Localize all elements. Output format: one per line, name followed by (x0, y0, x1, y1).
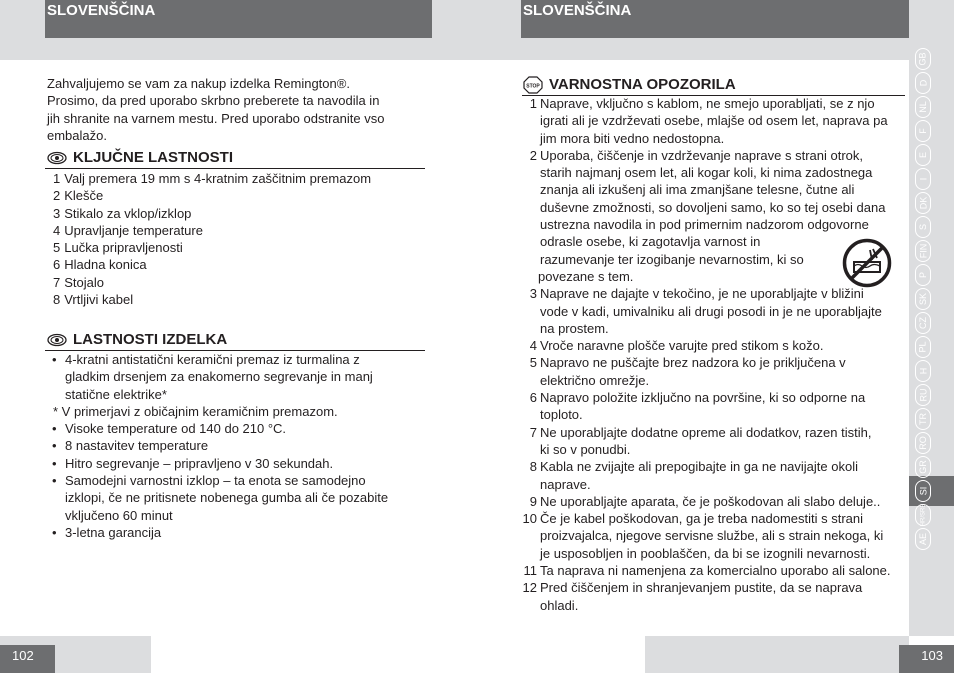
page-number-left: 102 (0, 645, 55, 673)
item-text: Vrtljivi kabel (64, 292, 134, 308)
warning-line (522, 406, 907, 423)
item-text: Upravljanje temperature (64, 222, 203, 238)
warning-text: Kabla ne zvijajte ali prepogibajte in ga ne navijajte okoli (540, 459, 858, 475)
warning-line (522, 112, 907, 129)
feature-text: * V primerjavi z običajnim keramičnim premazom. (53, 403, 338, 419)
bottom-band-right (645, 636, 909, 673)
feature-text: Visoke temperature od 140 do 210 °C. (65, 421, 287, 437)
warning-text: Ne uporabljajte aparata, če je poškodovan ali slabo deluje.. (540, 493, 881, 509)
key-feature-item (53, 291, 423, 308)
language-tab-label: AE (917, 532, 928, 546)
key-feature-item (53, 205, 423, 222)
warning-line (522, 545, 907, 562)
warning-line (522, 354, 907, 371)
item-number: 8 (53, 292, 61, 308)
item-text: Valj premera 19 mm s 4-kratnim zaščitnim premazom (64, 171, 372, 186)
language-tab-label: DK (917, 196, 928, 210)
feature-text: Hitro segrevanje – pripravljeno v 30 sekundah. (65, 455, 334, 471)
warning-number: 7 (529, 424, 537, 440)
warning-number: 4 (529, 338, 537, 354)
warning-text: Ne uporabljajte dodatne opreme ali dodatkov, razen tistih, (540, 424, 872, 440)
language-tab-pl[interactable] (915, 336, 931, 358)
warning-line (522, 424, 907, 441)
key-features-list (53, 170, 423, 308)
warning-text: Naprave, vključno s kablom, ne smejo uporabljati, se z njo (540, 96, 875, 111)
feature-text: 4-kratni antistatični keramični premaz iz turmalina z (65, 352, 360, 367)
warning-number: 12 (522, 580, 537, 596)
warning-text: Napravo položite izključno na površine, ki so odporne na (540, 390, 866, 406)
key-features-heading (45, 148, 425, 169)
language-tab-i[interactable] (915, 168, 931, 190)
warning-line (522, 476, 907, 493)
product-features-title: LASTNOSTI IZDELKA (73, 331, 228, 348)
feature-text: vključeno 60 minut (65, 507, 173, 523)
warning-line (522, 579, 907, 596)
warning-text: električno omrežje. (540, 372, 650, 388)
warning-number: 11 (523, 563, 537, 579)
language-tab-tr[interactable] (915, 408, 931, 430)
feature-text: Samodejni varnostni izklop – ta enota se samodejno (65, 473, 366, 489)
bullet: • (52, 455, 57, 471)
feature-line (50, 472, 425, 489)
bullet: • (52, 473, 57, 489)
stop-sign-icon (523, 76, 543, 94)
language-tab-label: H (918, 367, 928, 375)
intro-text (47, 75, 427, 144)
feature-text: gladkim drsenjem za enakomerno segrevanje in manj (65, 369, 373, 385)
warning-text: je usposobljen in pooblaščen, da bi se izognili nevarnosti. (540, 545, 871, 561)
warning-line (522, 597, 907, 614)
warning-line (522, 130, 907, 147)
language-tab-dk[interactable] (915, 192, 931, 214)
warning-text: odrasle osebe, ki zagotavlja varnost in (540, 234, 761, 250)
warning-line (522, 320, 907, 337)
language-tab-e[interactable] (915, 144, 931, 166)
language-tab-label: CZ (918, 317, 928, 329)
language-tab-label: P (917, 271, 928, 279)
item-number: 4 (53, 222, 61, 238)
no-bath-icon (842, 238, 892, 288)
language-tab-hr-srb[interactable] (915, 504, 931, 526)
product-features-heading (45, 330, 425, 351)
language-tab-ro[interactable] (915, 432, 931, 454)
warning-text: toploto. (540, 407, 583, 423)
warning-text: Ta naprava ni namenjena za komercialno uporabo ali salone. (540, 563, 891, 579)
svg-text:STOP: STOP (526, 83, 540, 90)
right-header: SLOVENŠČINA (521, 0, 909, 38)
key-feature-item (53, 256, 423, 273)
item-number: 3 (53, 205, 61, 221)
key-feature-item (53, 170, 423, 187)
warning-text: ohladi. (540, 597, 579, 613)
feature-line (50, 489, 425, 506)
language-tab-label: F (918, 128, 928, 134)
warning-text: igrati ali je vzdrževati osebe, mlajše od osem let, naprava pa (540, 113, 888, 129)
warning-line (522, 216, 907, 233)
left-header: SLOVENŠČINA (45, 0, 432, 38)
warning-number: 2 (529, 147, 537, 163)
warning-line (522, 164, 907, 181)
feature-line (50, 351, 425, 368)
warning-number: 3 (529, 286, 537, 302)
item-number: 1 (53, 171, 61, 186)
warning-line (522, 199, 907, 216)
warning-line (522, 389, 907, 406)
warning-text: vode v kadi, umivalniku ali drugi posodi in je ne uporabljajte (540, 303, 882, 319)
warning-text: Pred čiščenjem in shranjevanjem pustite, da se naprava (540, 580, 863, 596)
language-tab-si[interactable] (915, 480, 931, 502)
language-tab-sk[interactable] (915, 288, 931, 310)
bullet: • (52, 438, 57, 454)
intro-line: Prosimo, da pred uporabo skrbno preberete ta navodila in (47, 93, 380, 109)
feature-line (50, 368, 425, 385)
feature-line (50, 455, 425, 472)
warning-text: povezane s tem. (538, 268, 634, 284)
warning-line (522, 527, 907, 544)
item-text: Stojalo (64, 274, 104, 290)
warning-line (522, 181, 907, 198)
feature-text: izklopi, če ne pritisnete nobenega gumba ali če pozabite (65, 490, 389, 506)
warning-text: Uporaba, čiščenje in vzdrževanje naprave s strani otrok, (540, 147, 863, 163)
safety-heading (522, 75, 905, 96)
feature-line (50, 507, 425, 524)
warning-text: naprave. (540, 476, 591, 492)
feature-line (50, 524, 425, 541)
warning-line (522, 303, 907, 320)
language-tab-p[interactable] (915, 264, 931, 286)
language-tab-nl[interactable] (915, 96, 931, 118)
language-tab-label: HR/SRB (920, 503, 927, 527)
language-tab-f[interactable] (915, 120, 931, 142)
page-number-right: 103 (899, 645, 954, 673)
item-text: Lučka pripravljenosti (64, 240, 183, 256)
warning-text: Napravo ne puščajte brez nadzora ko je priključena v (540, 355, 846, 371)
language-tab-cz[interactable] (915, 312, 931, 334)
language-tab-s[interactable] (915, 216, 931, 238)
language-tab-label: S (917, 223, 928, 231)
item-number: 2 (53, 188, 61, 204)
warning-text: jim mora biti vedno nedostopna. (540, 130, 725, 146)
language-tab-h[interactable] (915, 360, 931, 382)
safety-list (522, 95, 907, 614)
warning-line (522, 510, 907, 527)
intro-line: Zahvaljujemo se vam za nakup izdelka Remington®. (47, 76, 350, 91)
language-tab-label: FIN (918, 243, 928, 259)
language-tab-label: SK (917, 292, 928, 306)
item-text: Klešče (64, 188, 104, 204)
language-tab-label: SI (917, 486, 928, 496)
language-tab-fin[interactable] (915, 240, 931, 262)
bullet: • (52, 524, 57, 540)
warning-line (522, 337, 907, 354)
eye-icon (47, 151, 67, 165)
warning-text: duševne zmožnosti, so dovoljeni samo, ko so tej osebi dana (540, 199, 886, 215)
warning-text: Naprave ne dajajte v tekočino, je ne uporabljajte v bližini (540, 286, 864, 302)
warning-text: znanja ali izkušenj ali ima zmanjšane telesne, čutne ali (540, 182, 855, 198)
language-tab-label: PL (917, 341, 928, 353)
item-number: 7 (53, 274, 61, 290)
language-tab-d[interactable] (915, 72, 931, 94)
safety-title: VARNOSTNA OPOZORILA (549, 76, 736, 93)
warning-number: 6 (529, 390, 537, 406)
language-tab-ru[interactable] (915, 384, 931, 406)
warning-text: ustrezna navodila in pod primernim nadzorom odgovorne (540, 217, 869, 233)
language-tab-label: I (917, 177, 928, 181)
feature-line (50, 386, 425, 403)
language-tab-ae[interactable] (915, 528, 931, 550)
key-feature-item (53, 222, 423, 239)
feature-text: 3-letna garancija (65, 524, 162, 540)
key-feature-item (53, 239, 423, 256)
warning-line (522, 458, 907, 475)
language-tab-column (909, 40, 954, 636)
warning-line (522, 562, 907, 579)
language-tab-label: RO (918, 436, 928, 450)
item-number: 6 (53, 257, 61, 273)
warning-line (522, 441, 907, 458)
eye-icon (47, 333, 67, 347)
warning-number: 9 (529, 493, 537, 509)
feature-text: statične elektrike* (65, 386, 167, 402)
item-text: Stikalo za vklop/izklop (64, 205, 192, 221)
warning-line (522, 493, 907, 510)
warning-text: Vroče naravne plošče varujte pred stikom s kožo. (540, 338, 824, 354)
language-tab-label: GR (918, 460, 928, 474)
warning-text: ki so v ponudbi. (540, 441, 631, 457)
intro-line: embalažo. (47, 127, 107, 143)
warning-line (522, 372, 907, 389)
warning-text: na prostem. (540, 320, 609, 336)
language-tab-label: TR (918, 413, 928, 425)
language-tab-label: GB (917, 52, 928, 66)
feature-text: 8 nastavitev temperature (65, 438, 209, 454)
feature-line (50, 420, 425, 437)
language-tab-label: RU (918, 388, 928, 402)
warning-text: Če je kabel poškodovan, ga je treba nadomestiti s strani (540, 511, 864, 527)
item-text: Hladna konica (64, 257, 147, 273)
warning-number: 1 (529, 96, 537, 111)
intro-line: jih shranite na varnem mestu. Pred uporabo odstranite vso (47, 110, 385, 126)
key-feature-item (53, 274, 423, 291)
warning-number: 10 (522, 511, 537, 527)
warning-text: starih najmanj osem let, ali kogar koli, ki nima zadostnega (540, 165, 873, 181)
language-tab-label: E (917, 151, 928, 159)
warning-text: razumevanje ter izogibanje nevarnostim, ki so (540, 251, 804, 267)
warning-line (522, 95, 907, 112)
warning-number: 5 (529, 355, 537, 371)
language-tab-gr[interactable] (915, 456, 931, 478)
key-features-title: KLJUČNE LASTNOSTI (73, 149, 234, 166)
language-tab-label: NL (917, 101, 928, 113)
footnote (50, 403, 425, 420)
bullet: • (52, 421, 57, 437)
product-features-list (50, 351, 425, 541)
language-tab-label: D (918, 79, 928, 87)
warning-line (522, 147, 907, 164)
bullet: • (52, 352, 57, 367)
warning-number: 8 (529, 459, 537, 475)
item-number: 5 (53, 240, 61, 256)
warning-text: proizvajalca, njegove servisne službe, ali s strain nekoga, ki (540, 528, 884, 544)
language-tab-gb[interactable] (915, 48, 931, 70)
key-feature-item (53, 187, 423, 204)
feature-line (50, 437, 425, 454)
